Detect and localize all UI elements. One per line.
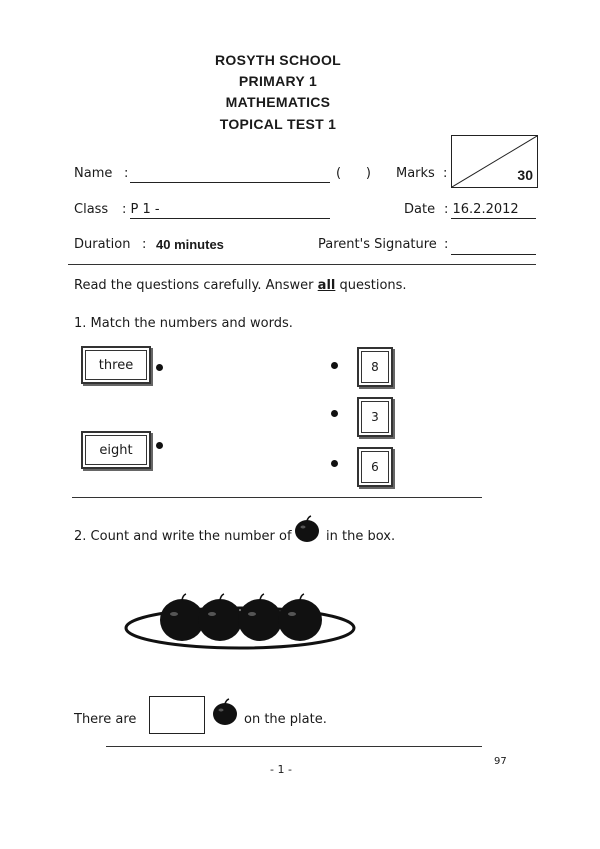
- marks-box: [451, 135, 538, 188]
- q2-prompt-end: in the box.: [326, 529, 396, 544]
- q2-divider: [106, 746, 482, 747]
- word-eight: eight: [85, 435, 147, 465]
- duration-colon: :: [142, 237, 147, 252]
- page-mark: 97: [494, 756, 507, 767]
- q2-answer-start: There are: [74, 712, 137, 727]
- apple-icon: [294, 515, 320, 543]
- date-label: Date: [404, 202, 436, 217]
- duration-value: 40 minutes: [156, 237, 224, 252]
- match-dot-three[interactable]: [156, 364, 163, 371]
- instructions-emphasis: all: [317, 278, 336, 293]
- number-box-3: [357, 397, 393, 437]
- signature-label: Parent's Signature: [318, 237, 437, 252]
- name-label: Name: [74, 166, 113, 181]
- apple-icon: [212, 698, 238, 726]
- class-field[interactable]: [130, 218, 330, 219]
- signature-colon: :: [444, 237, 449, 252]
- level: PRIMARY 1: [238, 73, 318, 89]
- answer-box[interactable]: [149, 696, 205, 734]
- apple-icon: [160, 599, 204, 641]
- q1-divider: [72, 497, 482, 498]
- number-6: 6: [361, 451, 389, 483]
- apple-icon: [238, 599, 282, 641]
- signature-field[interactable]: [451, 254, 536, 255]
- class-label: Class: [74, 202, 109, 217]
- apple-icon: [278, 599, 322, 641]
- match-dot-8[interactable]: [331, 362, 338, 369]
- word-three: three: [85, 350, 147, 380]
- number-8: 8: [361, 351, 389, 383]
- marks-total: 30: [517, 167, 533, 183]
- class-value: : P 1 -: [122, 202, 160, 217]
- name-field[interactable]: [130, 182, 330, 183]
- page-number: - 1 -: [270, 763, 292, 776]
- school-name: ROSYTH SCHOOL: [214, 52, 342, 68]
- q2-prompt-start: 2. Count and write the number of: [74, 529, 292, 544]
- number-3: 3: [361, 401, 389, 433]
- number-box-6: [357, 447, 393, 487]
- name-colon: :: [124, 166, 129, 181]
- match-dot-3[interactable]: [331, 410, 338, 417]
- duration-label: Duration: [74, 237, 131, 252]
- marks-label: Marks: [396, 166, 435, 181]
- word-box-three: [81, 346, 151, 384]
- plate-with-apples: [120, 592, 365, 656]
- number-box-8: [357, 347, 393, 387]
- instructions: Read the questions carefully. Answer all questions.: [74, 278, 407, 293]
- match-dot-eight[interactable]: [156, 442, 163, 449]
- register-number-field[interactable]: ( ): [336, 166, 371, 181]
- q1-prompt: 1. Match the numbers and words.: [74, 316, 293, 331]
- test-title: TOPICAL TEST 1: [219, 116, 337, 132]
- date-underline: [451, 218, 536, 219]
- word-box-eight: [81, 431, 151, 469]
- header-divider: [68, 264, 536, 265]
- match-dot-6[interactable]: [331, 460, 338, 467]
- marks-colon: :: [443, 166, 448, 181]
- q2-answer-end: on the plate.: [244, 712, 327, 727]
- date-value: : 16.2.2012: [444, 202, 519, 217]
- subject: MATHEMATICS: [225, 94, 331, 110]
- apple-icon: [198, 599, 242, 641]
